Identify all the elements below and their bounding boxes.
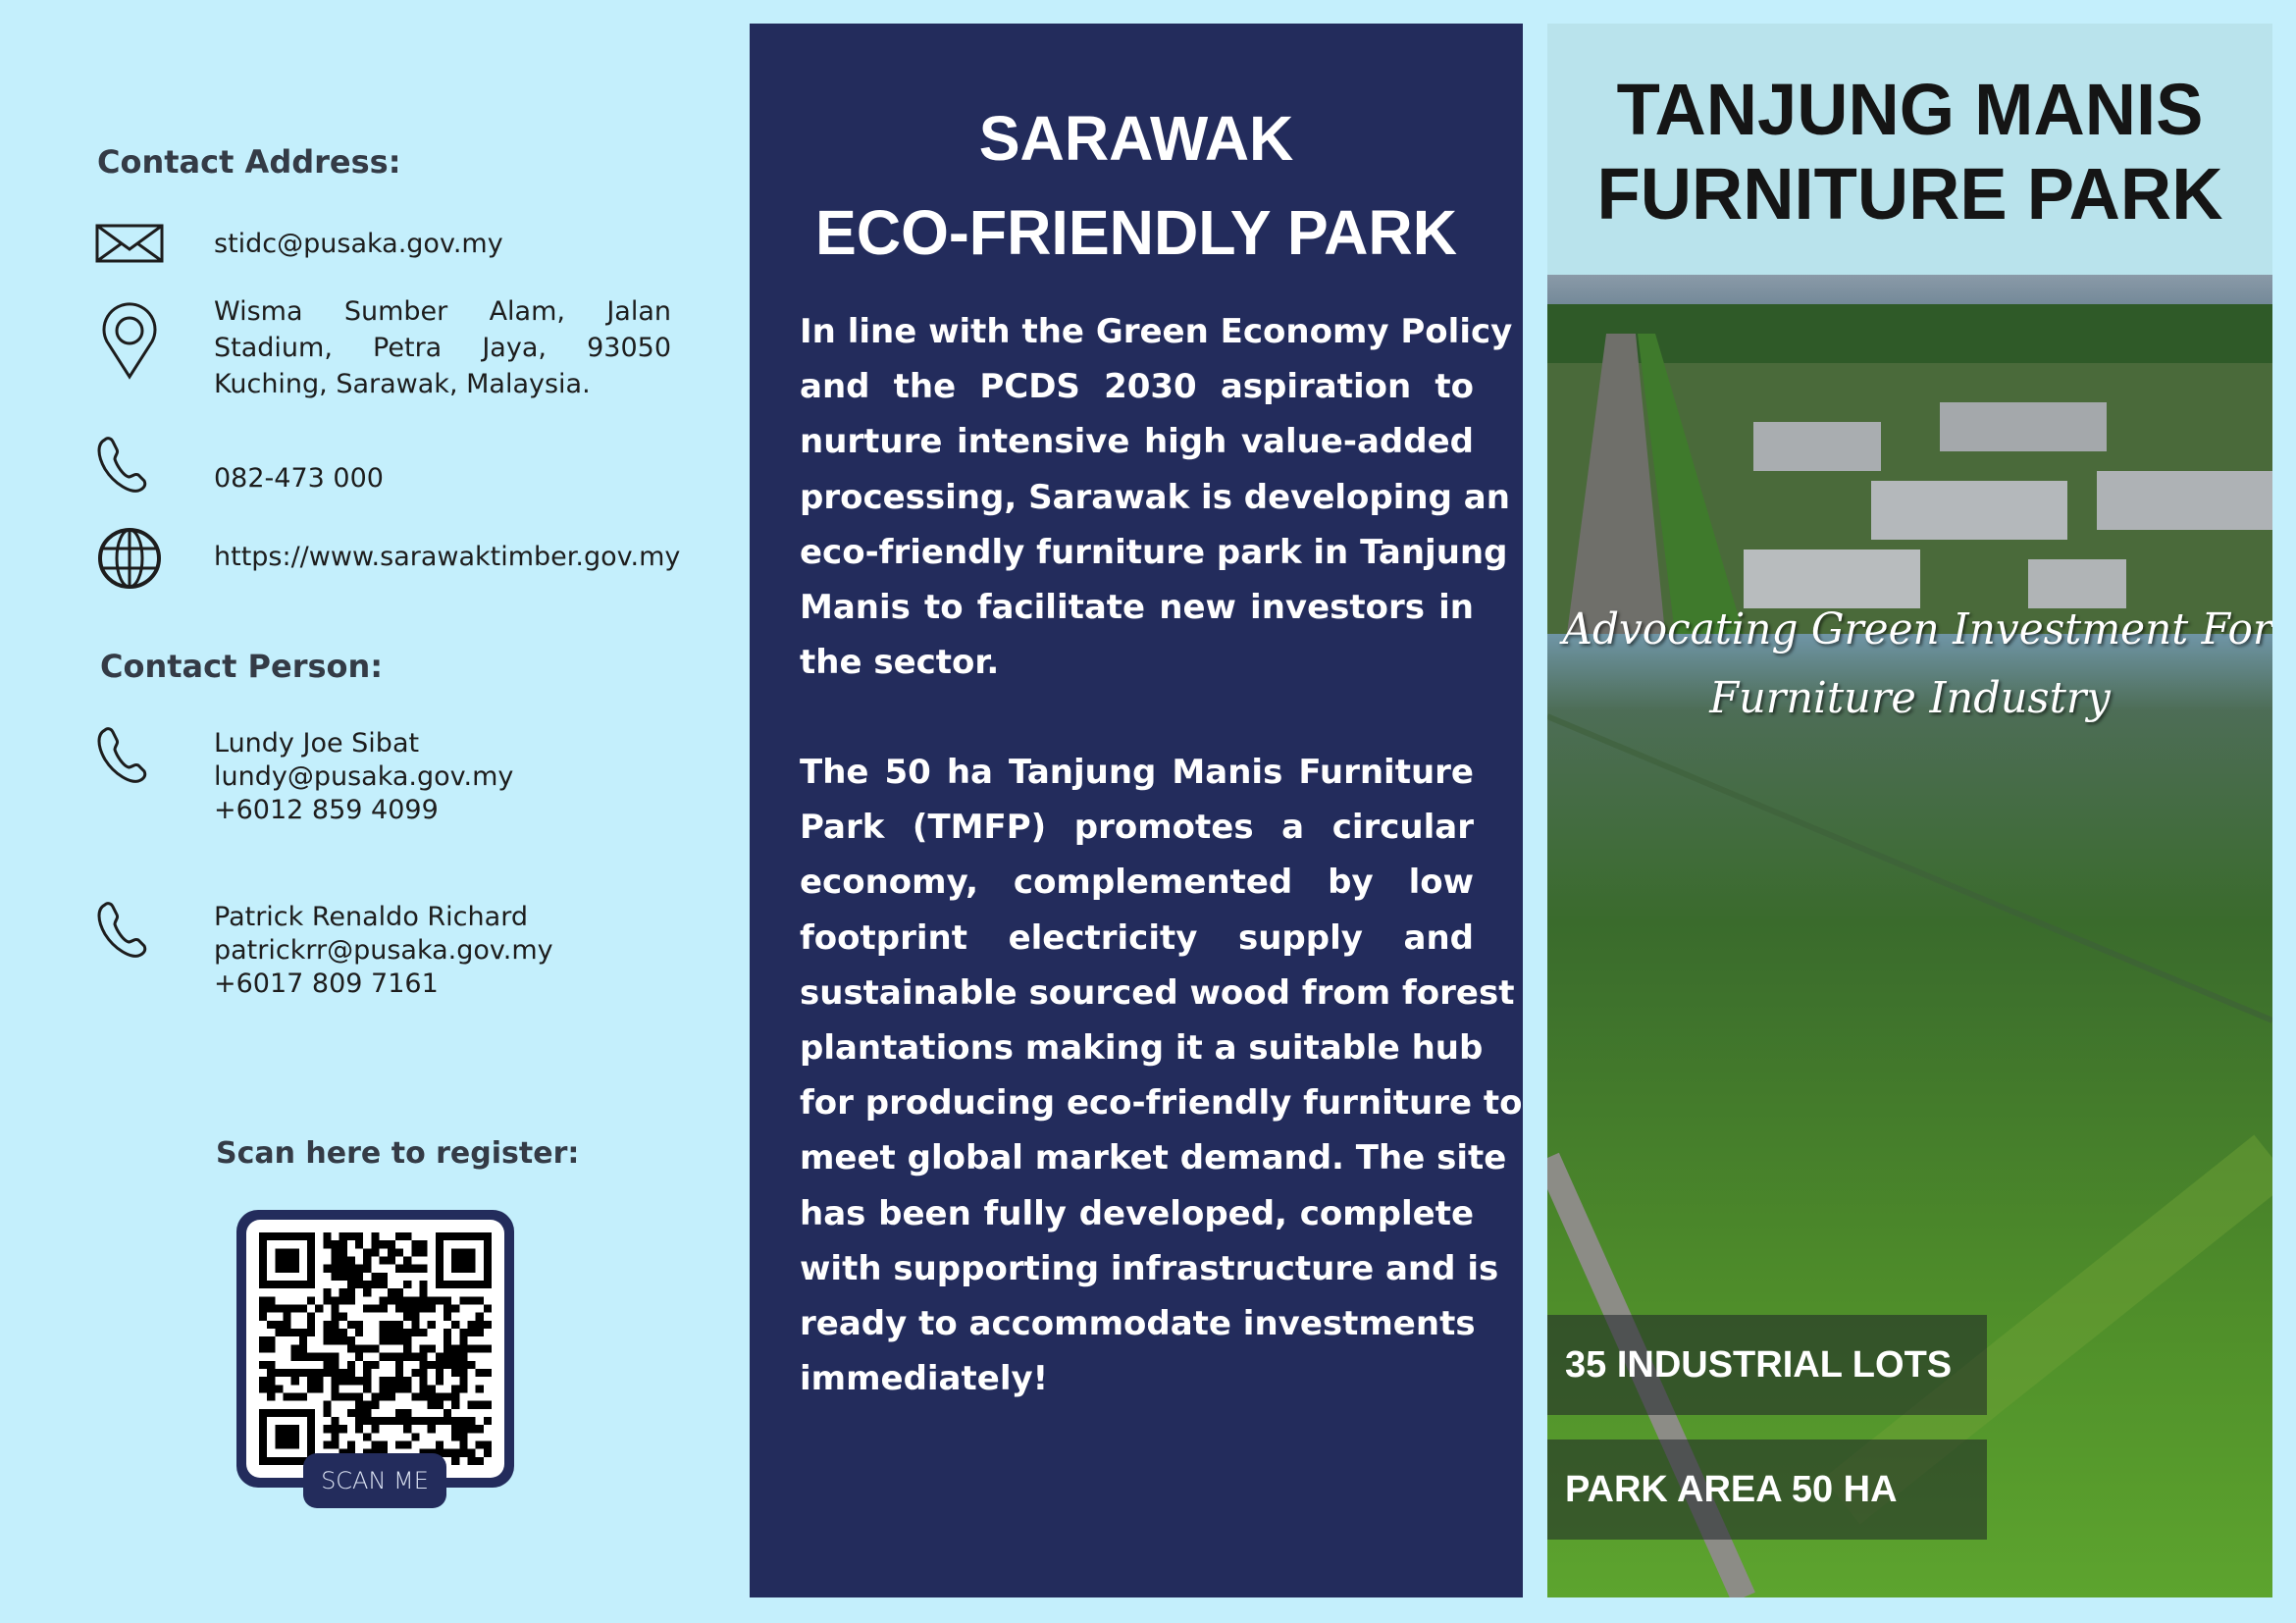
person-email[interactable]: patrickrr@pusaka.gov.my bbox=[214, 935, 553, 966]
phone-icon bbox=[95, 726, 164, 785]
body-text-line: footprint electricity supply and bbox=[800, 917, 1474, 958]
body-text-line: The 50 ha Tanjung Manis Furniture bbox=[800, 753, 1474, 792]
person-email[interactable]: lundy@pusaka.gov.my bbox=[214, 761, 514, 792]
qr-code[interactable] bbox=[259, 1232, 492, 1465]
body-text-line: has been fully developed, complete bbox=[800, 1193, 1474, 1233]
phone-number: 082-473 000 bbox=[214, 463, 384, 494]
email-link[interactable]: stidc@pusaka.gov.my bbox=[214, 229, 503, 259]
panel-title-line2: ECO-FRIENDLY PARK bbox=[815, 197, 1457, 268]
map-pin-icon bbox=[95, 302, 164, 381]
stat-park-area: PARK AREA 50 HA bbox=[1547, 1440, 1987, 1540]
envelope-icon bbox=[95, 224, 164, 263]
scan-heading: Scan here to register: bbox=[216, 1136, 580, 1171]
body-text-line: plantations making it a suitable hub bbox=[800, 1028, 1484, 1068]
tagline-line1: Advocating Green Investment For bbox=[1562, 604, 2272, 654]
address-text bbox=[214, 293, 671, 402]
body-text-line: with supporting infrastructure and is bbox=[800, 1248, 1499, 1288]
body-text-line: sustainable sourced wood from forest bbox=[800, 972, 1515, 1013]
body-text-line: eco-friendly furniture park in Tanjung bbox=[800, 532, 1508, 572]
body-text-line: economy, complemented by low bbox=[800, 863, 1474, 903]
body-text-line: and the PCDS 2030 aspiration to bbox=[800, 367, 1474, 407]
body-text-line: In line with the Green Economy Policy bbox=[800, 312, 1513, 351]
contact-address-heading: Contact Address: bbox=[97, 143, 401, 181]
body-text-line: Manis to facilitate new investors in bbox=[800, 588, 1474, 627]
contact-person-heading: Contact Person: bbox=[100, 648, 384, 685]
body-text-line: immediately! bbox=[800, 1359, 1049, 1399]
tagline-line2: Furniture Industry bbox=[1709, 673, 2111, 723]
cover-panel bbox=[1547, 24, 2272, 1597]
eco-park-panel bbox=[750, 24, 1523, 1597]
cover-title-line2: FURNITURE PARK bbox=[1596, 153, 2223, 235]
contact-person-1 bbox=[214, 727, 513, 827]
scan-me-badge: SCAN ME bbox=[303, 1453, 446, 1508]
address-line: Kuching, Sarawak, Malaysia. bbox=[214, 369, 591, 399]
person-name: Patrick Renaldo Richard bbox=[214, 902, 528, 932]
body-text-line: nurture intensive high value-added bbox=[800, 422, 1474, 462]
stat-industrial-lots: 35 INDUSTRIAL LOTS bbox=[1547, 1315, 1987, 1415]
body-text-line: processing, Sarawak is developing an bbox=[800, 477, 1510, 517]
person-phone: +6012 859 4099 bbox=[214, 795, 439, 825]
body-text-line: Park (TMFP) promotes a circular bbox=[800, 808, 1474, 848]
cover-title-band bbox=[1547, 24, 2272, 275]
person-name: Lundy Joe Sibat bbox=[214, 728, 420, 759]
qr-frame bbox=[236, 1210, 514, 1488]
address-line: Stadium, Petra Jaya, 93050 bbox=[214, 333, 671, 363]
address-line: Wisma Sumber Alam, Jalan bbox=[214, 296, 671, 327]
panel-title-line1: SARAWAK bbox=[978, 103, 1294, 174]
website-link[interactable]: https://www.sarawaktimber.gov.my bbox=[214, 542, 681, 572]
body-text-line: for producing eco-friendly furniture to bbox=[800, 1083, 1523, 1124]
body-text-line: ready to accommodate investments bbox=[800, 1304, 1476, 1343]
person-phone: +6017 809 7161 bbox=[214, 969, 439, 999]
cover-title-line1: TANJUNG MANIS bbox=[1616, 69, 2204, 150]
body-text-line: the sector. bbox=[800, 643, 1000, 683]
aerial-photo bbox=[1547, 275, 2272, 1597]
contact-person-2 bbox=[214, 901, 553, 1001]
phone-icon bbox=[95, 436, 164, 495]
body-text-line: meet global market demand. The site bbox=[800, 1138, 1507, 1178]
phone-icon bbox=[95, 901, 164, 960]
globe-icon bbox=[95, 527, 164, 590]
